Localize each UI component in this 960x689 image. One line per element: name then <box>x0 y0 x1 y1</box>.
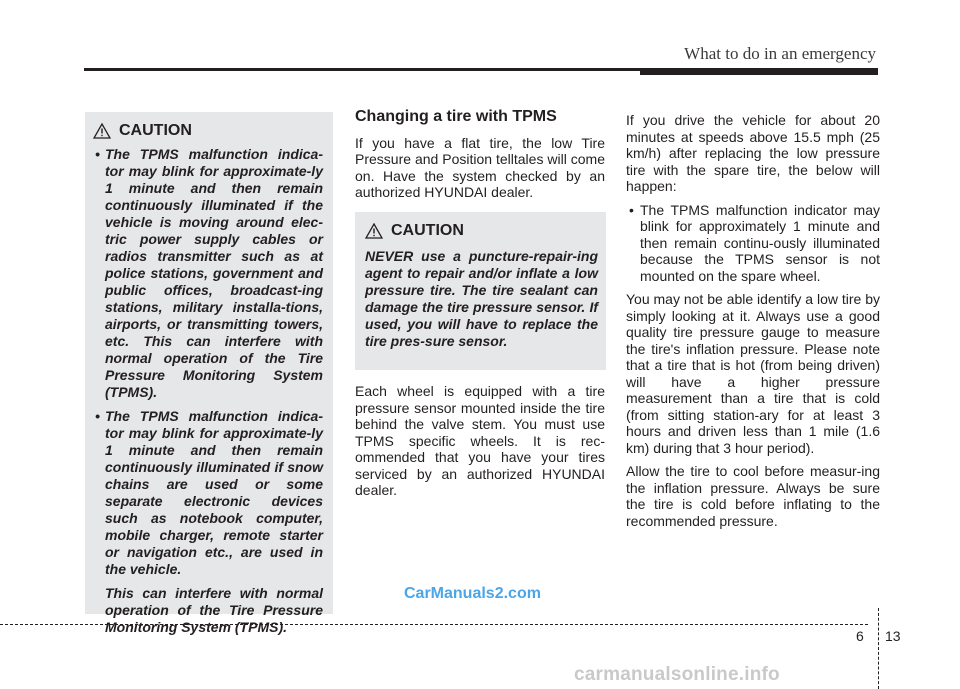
caution-title: CAUTION <box>391 222 464 239</box>
body-paragraph: Allow the tire to cool before measur-ing the inflation pressure. Always be sure the tire is cold before inflating to the recommended pressure. <box>626 463 880 529</box>
caution-item: • The TPMS malfunction indica-tor may blink for approximate-ly 1 minute and then remain continuously illuminated if snow chains are used or some separate electronic devices such as notebook computer, mobile charger, remote starter or navigation etc., are used in the vehicle. <box>93 408 323 578</box>
body-paragraph: Each wheel is equipped with a tire pressure sensor mounted inside the tire behind the valve stem. You must use TPMS specific wheels. It is rec-ommended that you have your tires serviced by an authorized HYUNDAI dealer. <box>355 383 605 498</box>
caution-title: CAUTION <box>119 122 192 139</box>
bullet-item: • The TPMS malfunction indicator may blink for approximately 1 minute and then remain continu-ously illuminated because the TPMS sensor is not mounted on the spare wheel. <box>626 202 880 285</box>
caution-text: NEVER use a puncture-repair-ing agent to repair and/or inflate a low pressure tire. The tire sealant can damage the tire pressure sensor. If used, you will have to replace the tire pres-sure sensor. <box>365 248 598 349</box>
page-number: 13 <box>885 628 901 644</box>
watermark-logo: CarManuals2.com <box>404 585 541 602</box>
intro-paragraph: If you drive the vehicle for about 20 minutes at speeds above 15.5 mph (25 km/h) after replacing the low pressure tire with the spare tire, the below will happen: <box>626 112 880 194</box>
footer-rule <box>0 624 868 625</box>
right-column <box>626 112 880 536</box>
caution-item: • The TPMS malfunction indica-tor may blink for approximate-ly 1 minute and then remain continuously illuminated if the vehicle is moving around elec-tric power supply cables or radios transmitter such as at police stations, government and public offices, broadcast-ing stations, military installa-tions, airports, or transmitting towers, etc. This can interfere with normal operation of the Tire Pressure Monitoring System (TPMS). <box>93 146 323 401</box>
section-title: Changing a tire with TPMS <box>355 108 557 125</box>
caution-list <box>93 146 323 578</box>
middle-body <box>355 383 605 506</box>
chapter-number: 6 <box>856 628 864 644</box>
caution-heading <box>93 122 323 140</box>
caution-box-middle <box>355 212 606 370</box>
middle-column <box>355 109 605 208</box>
section-header-title: What to do in an emergency <box>684 44 876 63</box>
header-rule-accent <box>640 68 878 75</box>
warning-triangle-icon <box>365 223 383 239</box>
body-paragraph: You may not be able identify a low tire by simply looking at it. Always use a good quality tire pressure gauge to measure the tire's inflation pressure. Please note that a tire that is hot (from being driven) will have a higher pressure measurement than a tire that is cold (from sitting station-ary for at least 3 hours and driven less than 1 mile (1.6 km) during that 3 hour period). <box>626 291 880 456</box>
caution-note: This can interfere with normal operation of the Tire Pressure Monitoring System (TPMS). <box>105 585 323 635</box>
caution-box-left <box>85 112 333 635</box>
caution-heading <box>365 222 598 240</box>
intro-paragraph: If you have a flat tire, the low Tire Pressure and Position telltales will come on. Have the system checked by an authorized HYUNDAI dealer. <box>355 134 605 200</box>
warning-triangle-icon <box>93 123 111 139</box>
footer-divider <box>878 608 879 689</box>
source-watermark: carmanualsonline.info <box>574 664 780 685</box>
